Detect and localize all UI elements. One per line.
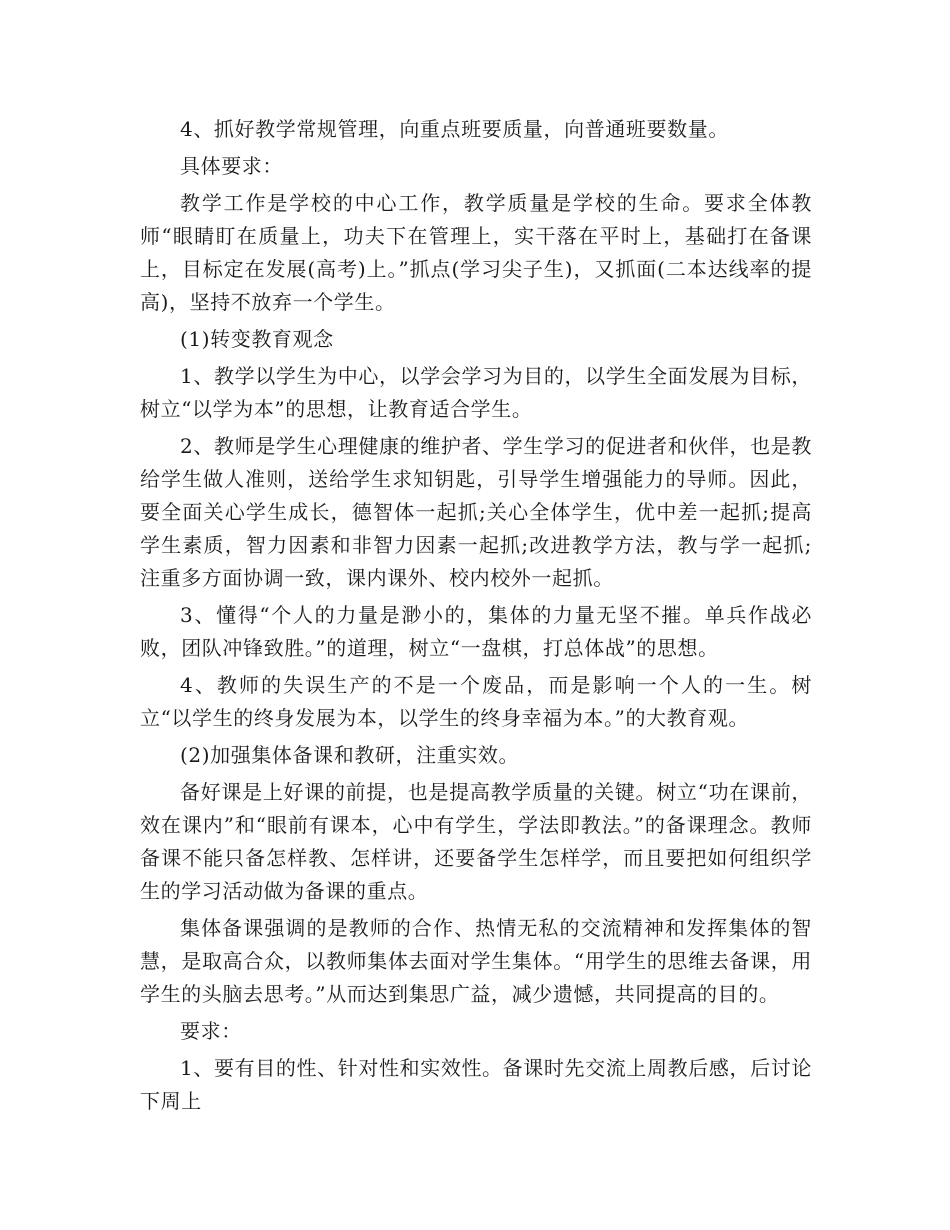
paragraph: 2、教师是学生心理健康的维护者、学生学习的促进者和伙伴，也是教给学生做人准则，送给学生求知钥匙，引导学生增强能力的导师。因此，要全面关心学生成长，德智体一起抓;关心全体学生，优中差一起抓;提高学生素质，智力因素和非智力因素一起抓;改进教学方法，教与学一起抓;注重多方面协调一致，课内课外、校内校外一起抓。	[140, 434, 812, 590]
paragraph: 3、懂得“个人的力量是渺小的，集体的力量无坚不摧。单兵作战必败，团队冲锋致胜。”的道理，树立“一盘棋，打总体战”的思想。	[140, 603, 812, 660]
paragraph: 具体要求：	[180, 154, 283, 178]
document-body	[140, 113, 812, 1122]
section-heading: (1)转变教育观念	[180, 327, 334, 351]
paragraph: 1、要有目的性、针对性和实效性。备课时先交流上周教后感，后讨论下周上	[140, 1056, 812, 1113]
paragraph: 集体备课强调的是教师的合作、热情无私的交流精神和发挥集体的智慧，是取高合众，以教师集体去面对学生集体。“用学生的思维去备课，用学生的头脑去思考。”从而达到集思广益，减少遗憾，共同提高的目的。	[140, 916, 812, 1006]
paragraph: 教学工作是学校的中心工作，教学质量是学校的生命。要求全体教师“眼睛盯在质量上，功夫下在管理上，实干落在平时上，基础打在备课上，目标定在发展(高考)上。”抓点(学习尖子生)，又抓面(二本达线率的提高)，坚持不放弃一个学生。	[140, 191, 812, 314]
paragraph: 备好课是上好课的前提，也是提高教学质量的关键。树立“功在课前，效在课内”和“眼前有课本，心中有学生，学法即教法。”的备课理念。教师备课不能只备怎样教、怎样讲，还要备学生怎样学，而且要把如何组织学生的学习活动做为备课的重点。	[140, 780, 812, 903]
paragraph: 4、教师的失误生产的不是一个废品，而是影响一个人的一生。树立“以学生的终身发展为本，以学生的终身幸福为本。”的大教育观。	[140, 673, 812, 730]
paragraph: 要求：	[180, 1019, 242, 1043]
section-heading: (2)加强集体备课和教研，注重实效。	[180, 743, 520, 767]
paragraph: 1、教学以学生为中心，以学会学习为目的，以学生全面发展为目标，树立“以学为本”的思想，让教育适合学生。	[140, 364, 812, 421]
paragraph: 4、抓好教学常规管理，向重点班要质量，向普通班要数量。	[180, 117, 729, 141]
